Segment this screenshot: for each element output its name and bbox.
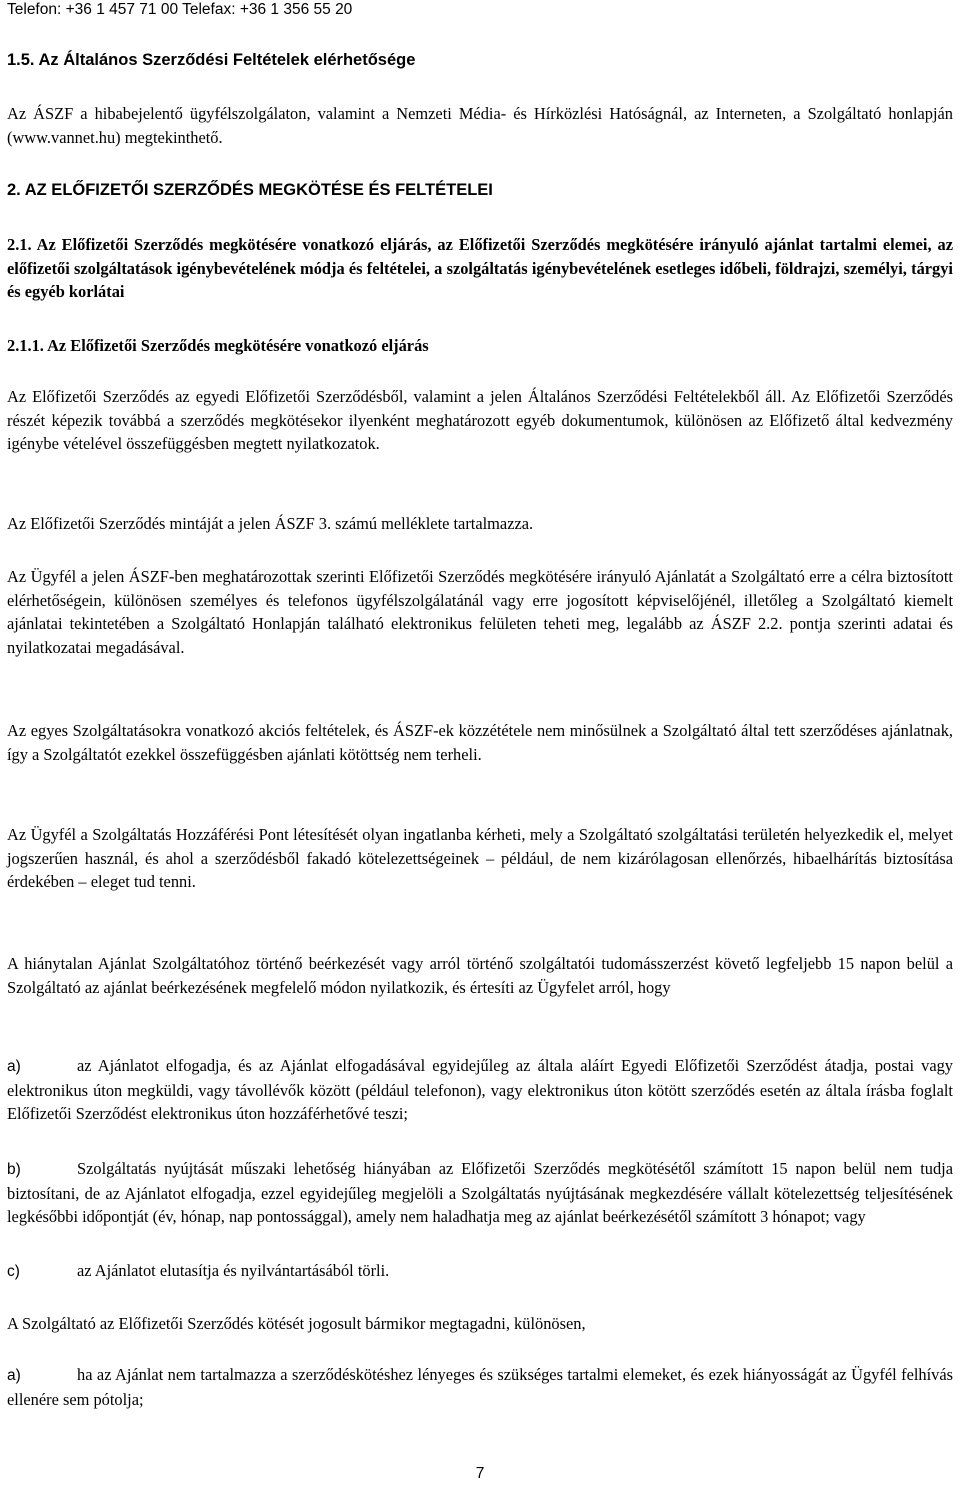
contact-line: Telefon: +36 1 457 71 00 Telefax: +36 1 356 55 20 — [7, 1, 353, 18]
paragraph-contract-composition: Az Előfizetői Szerződés az egyedi Előfizetői Szerződésből, valamint a jelen Általános Szerződési Feltételekből áll. Az Előfizetői Szerződés részét képezik továbbá a szerződés megkötésekor ilyenként meghatározott egyéb dokumentumok, különösen az Előfizető által kedvezmény igénybe vételével összefüggésben megtett nyilatkozatok. — [7, 387, 953, 453]
paragraph-access-point: Az Ügyfél a Szolgáltatás Hozzáférési Pont létesítését olyan ingatlanba kérheti, mely a Szolgáltató szolgáltatási területén helyezkedik el, melyet jogszerűen használ, és ahol a szerződésből fakadó kötelezettségeinek – például, de nem kizárólagosan ellenőrzés, hibaelhárítás biztosítása érdekében – eleget tud tenni. — [7, 825, 953, 891]
paragraph-refusal-grounds: A Szolgáltató az Előfizetői Szerződés kötését jogosult bármikor megtagadni, különösen, — [7, 1314, 586, 1333]
list-marker: b) — [7, 1161, 21, 1178]
section-1-5-heading: 1.5. Az Általános Szerződési Feltételek elérhetősége — [7, 51, 416, 69]
list-marker: c) — [7, 1263, 20, 1280]
paragraph-promotional-terms: Az egyes Szolgáltatásokra vonatkozó akciós feltételek, és ÁSZF-ek közzététele nem minősülnek a Szolgáltató által tett szerződéses ajánlatnak, így a Szolgáltatót ezekkel összefüggésben ajánlati kötöttség nem terheli. — [7, 721, 953, 764]
list-marker: a) — [7, 1367, 21, 1384]
paragraph-contract-template: Az Előfizetői Szerződés mintáját a jelen ÁSZF 3. számú melléklete tartalmazza. — [7, 514, 534, 533]
section-2-heading: 2. AZ ELŐFIZETŐI SZERZŐDÉS MEGKÖTÉSE ÉS FELTÉTELEI — [7, 181, 493, 199]
page-number: 7 — [475, 1465, 485, 1482]
list-item-text: az Ajánlatot elutasítja és nyilvántartásából törli. — [77, 1261, 390, 1280]
list-item — [7, 1157, 953, 1229]
list-item-text: ha az Ajánlat nem tartalmazza a szerződéskötéshez lényeges és szükséges tartalmi elemeket, és ezek hiányosságát az Ügyfél felhívás ellenére sem pótolja; — [7, 1365, 953, 1409]
section-2-1-heading: 2.1. Az Előfizetői Szerződés megkötésére vonatkozó eljárás, az Előfizetői Szerződés megkötésére irányuló ajánlat tartalmi elemei, az előfizetői szolgáltatások igénybevételének módja és feltételei, a szolgáltatás igénybevételének esetleges időbeli, földrajzi, személyi, tárgyi és egyéb korlátai — [7, 235, 953, 301]
paragraph-offer-submission: Az Ügyfél a jelen ÁSZF-ben meghatározottak szerinti Előfizetői Szerződés megkötésére irányuló Ajánlatát a Szolgáltató erre a célra biztosított elérhetőségein, különösen személyes és telefonos ügyfélszolgálatánál vagy erre jogosított képviselőjénél, illetőleg a Szolgáltató kiemelt ajánlatai tekintetében a Szolgáltató Honlapján található elektronikus felületen teheti meg, legalább az ÁSZF 2.2. pontja szerinti adatai és nyilatkozatai megadásával. — [7, 567, 953, 657]
section-2-1-1-heading: 2.1.1. Az Előfizetői Szerződés megkötésére vonatkozó eljárás — [7, 336, 429, 355]
list-item — [7, 1363, 953, 1411]
list-item-text: az Ajánlatot elfogadja, és az Ajánlat elfogadásával egyidejűleg az általa aláírt Egyedi Előfizetői Szerződést átadja, postai vagy elektronikus úton megküldi, vagy távollévők között (például telefonon), vagy elektronikus úton kötött szerződés esetén az általa írásba foglalt Előfizetői Szerződést elektronikus úton hozzáférhetővé teszi; — [7, 1056, 953, 1123]
list-item — [7, 1259, 953, 1284]
list-item — [7, 1054, 953, 1126]
paragraph-offer-response: A hiánytalan Ajánlat Szolgáltatóhoz történő beérkezését vagy arról történő szolgáltatói tudomásszerzést követő legfeljebb 15 napon belül a Szolgáltató az ajánlat beérkezésének megfelelő módon nyilatkozik, és értesíti az Ügyfelet arról, hogy — [7, 954, 953, 997]
section-1-5-paragraph: Az ÁSZF a hibabejelentő ügyfélszolgálaton, valamint a Nemzeti Média- és Hírközlési Hatóságnál, az Interneten, a Szolgáltató honlapján (www.vannet.hu) megtekinthető. — [7, 104, 953, 147]
list-marker: a) — [7, 1058, 21, 1075]
list-item-text: Szolgáltatás nyújtását műszaki lehetőség hiányában az Előfizetői Szerződés megkötésétől számított 15 napon belül nem tudja biztosítani, de az Ajánlatot elfogadja, ezzel egyidejűleg megjelöli a Szolgáltatás nyújtásának megkezdésére vállalt kötelezettség teljesítésének legkésőbbi időpontját (év, hónap, nap pontossággal), amely nem haladhatja meg az ajánlat beérkezésétől számított 3 hónapot; vagy — [7, 1159, 953, 1226]
